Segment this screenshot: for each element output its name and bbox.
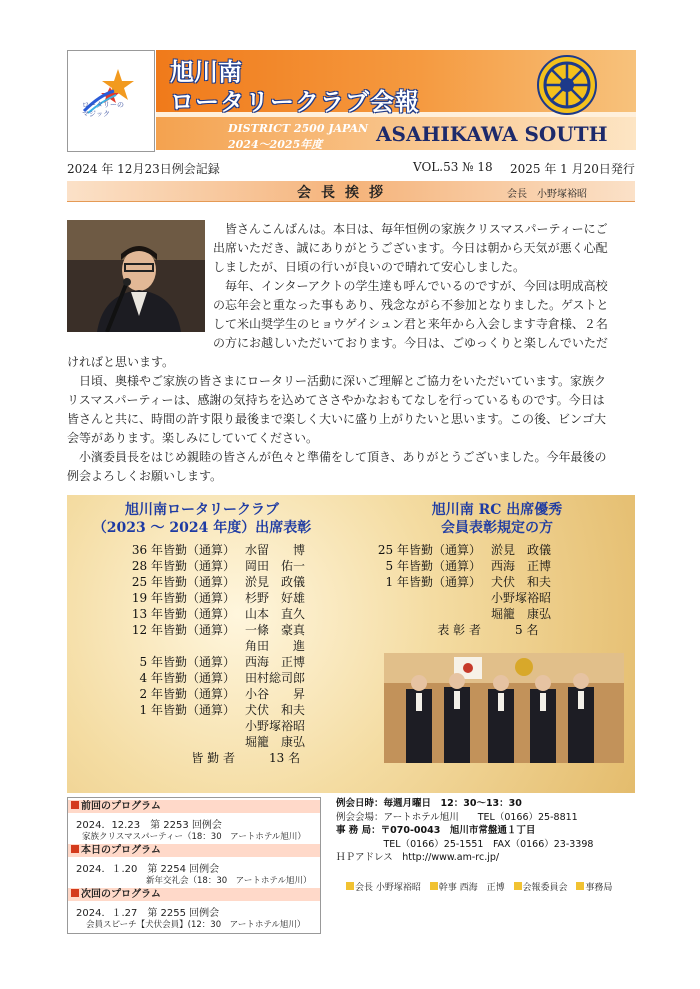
award-years: 19 年皆勤（通算） (131, 591, 235, 605)
volume-number: VOL.53 № 18 (413, 160, 493, 174)
award-years: 2 年皆勤（通算） (139, 687, 235, 701)
awards-left-title-1: 旭川南ロータリークラブ (125, 502, 279, 518)
office-phone-fax: TEL（0166）25-1551 FAX（0166）23-3398 (336, 838, 594, 850)
role-office: 事務局 (585, 883, 613, 893)
office-address: 事 務 局：〒070-0043 旭川市常盤通１丁目 (336, 825, 536, 836)
role-president: 会長 小野塚裕昭 (355, 883, 421, 893)
award-years: 25 年皆勤（通算） (377, 543, 481, 557)
president-photo-image (67, 220, 205, 332)
next-program-detail: 会員スピーチ【犬伏会員】(12：30 アートホテル旭川） (86, 920, 306, 930)
award-years: 5 年皆勤（通算） (139, 655, 235, 669)
award-name: 西海 正博 (491, 559, 552, 573)
logo-caption-line1: ロータリーの (82, 101, 124, 109)
message-line: 皆さんこんばんは。本日は、毎年恒例の家族クリスマスパーティーにご (213, 222, 608, 236)
award-name: 小谷 昇 (245, 687, 306, 701)
message-line: の方にお越しいただいております。今日は、ごゆっくりと楽しんでいただ (213, 336, 608, 350)
prev-program-title: 前回のプログラム (81, 801, 161, 812)
award-name: 山本 直久 (245, 607, 306, 621)
president-photo (67, 220, 205, 332)
awards-left-title-2: （2023 ～ 2024 年度）出席表彰 (92, 520, 312, 536)
award-recipients-photo (384, 653, 624, 763)
rotary-year: 2024～2025年度 (228, 138, 323, 151)
today-program-detail: 新年交礼会（18：30 アートホテル旭川） (146, 876, 312, 886)
logo-caption-line2: マジック (82, 110, 110, 118)
award-name: 一條 豪真 (245, 623, 306, 637)
logo-caption (82, 101, 124, 119)
square-bullet-icon (430, 882, 438, 890)
award-years: 12 年皆勤（通算） (131, 623, 235, 637)
club-name-en: ASAHIKAWA SOUTH (376, 122, 608, 146)
award-name: 小野塚裕昭 (491, 591, 552, 605)
club-logo (67, 50, 155, 152)
today-program-heading (68, 844, 320, 857)
award-years: 13 年皆勤（通算） (131, 607, 235, 621)
awards-left-list (121, 542, 305, 766)
today-program-meeting: 2024．１.20 第 2254 回例会 (76, 864, 220, 875)
meeting-record-date: 2024 年 12月23日例会記録 (67, 162, 220, 176)
section-heading (67, 181, 635, 202)
award-years: 28 年皆勤（通算） (131, 559, 235, 573)
message-body-top (213, 220, 638, 353)
award-years: 1 年皆勤（通算） (385, 575, 481, 589)
award-years: 4 年皆勤（通算） (139, 671, 235, 685)
square-bullet-icon (346, 882, 354, 890)
message-line: ければと思います。 (67, 355, 175, 369)
award-years: 5 年皆勤（通算） (385, 559, 481, 573)
award-years: 25 年皆勤（通算） (131, 575, 235, 589)
role-committee: 会報委員会 (522, 883, 568, 893)
award-name: 杉野 好雄 (245, 591, 306, 605)
award-name: 西海 正博 (245, 655, 306, 669)
section-author: 会長 小野塚裕昭 (507, 189, 587, 200)
header-banner (156, 50, 636, 150)
next-program-heading (68, 888, 320, 901)
square-bullet-icon (71, 801, 79, 809)
award-name: 淤見 政儀 (491, 543, 552, 557)
award-name: 小野塚裕昭 (245, 719, 306, 733)
message-line: 皆さんと共に、時間の許す限り最後まで楽しく大いに盛り上がりたいと思います。この後、ビンゴ大 (67, 412, 607, 426)
award-total-label: 皆 勤 者 (191, 751, 235, 765)
award-years: 1 年皆勤（通算） (139, 703, 235, 717)
message-line: して米山奨学生のヒョウゲイシュン君と来年から入会します寺倉様、２名 (213, 317, 608, 331)
award-name: 岡田 佑一 (245, 559, 306, 573)
square-bullet-icon (71, 889, 79, 897)
club-contact-info (336, 797, 634, 877)
message-line: リスマスパーティーは、感謝の気持ちを込めてささやかなおもてなしを行っているものです。今日は (67, 393, 605, 407)
awards-right-list (367, 542, 551, 638)
awards-right-title-2: 会員表彰規定の方 (441, 520, 553, 536)
homepage-address: ＨＰアドレス http://www.am-rc.jp/ (336, 852, 500, 863)
square-bullet-icon (514, 882, 522, 890)
next-program-title: 次回のプログラム (81, 889, 161, 900)
awards-right-title-1: 旭川南 RC 出席優秀 (431, 502, 563, 518)
award-name: 犬伏 和夫 (491, 575, 552, 589)
next-program-meeting: 2024．１.27 第 2255 回例会 (76, 908, 220, 919)
prev-program-detail: 家族クリスマスパーティー（18：30 アートホテル旭川） (82, 832, 306, 842)
meeting-venue: 例会会場：アートホテル旭川 TEL（0166）25-8811 (336, 811, 578, 823)
award-total-value: 5 名 (515, 623, 539, 637)
square-bullet-icon (576, 882, 584, 890)
district-label: DISTRICT 2500 JAPAN (228, 122, 369, 135)
message-line: 毎年、インターアクトの学生達も呼んでいるのですが、今回は明成高校 (213, 279, 608, 293)
today-program-title: 本日のプログラム (81, 845, 161, 856)
publisher-roles (340, 880, 612, 893)
award-years: 36 年皆勤（通算） (131, 543, 235, 557)
message-line: 出席いただき、誠にありがとうございます。今日は朝から天気が悪く心配 (213, 241, 608, 255)
programs-box (67, 797, 321, 934)
message-line: 会等があります。楽しみにしていてください。 (67, 431, 319, 445)
award-name: 堀籠 康弘 (491, 607, 552, 621)
message-line: 日頃、奥様やご家族の皆さまにロータリー活動に深いご理解とご協力をいただいています。家族ク (67, 374, 607, 388)
message-line: の忘年会と重なった事もあり、残念ながら不参加となりました。ゲストと (213, 298, 609, 312)
section-title: 会長挨拶 (297, 185, 393, 201)
award-name: 田村総司郎 (245, 671, 306, 685)
square-bullet-icon (71, 845, 79, 853)
message-line: 例会よろしくお願いします。 (67, 469, 223, 483)
newsletter-title-line2: ロータリークラブ会報 (170, 88, 420, 116)
award-total-label: 表 彰 者 (437, 623, 481, 637)
message-line: しましたが、日頃の行いが良いので晴れて安心しました。 (213, 260, 526, 274)
prev-program-meeting: 2024．12.23 第 2253 回例会 (76, 820, 222, 831)
newsletter-title-line1: 旭川南 (170, 58, 242, 86)
role-secretary: 幹事 西海 正博 (438, 883, 505, 893)
message-body-full (67, 353, 637, 486)
award-recipients-photo-image (384, 653, 624, 763)
award-name: 犬伏 和夫 (245, 703, 306, 717)
issue-date: 2025 年 1 月20日発行 (510, 162, 635, 176)
award-name: 淤見 政儀 (245, 575, 306, 589)
award-name: 水留 博 (245, 543, 306, 557)
award-name: 角田 進 (245, 639, 306, 653)
prev-program-heading (68, 800, 320, 813)
message-line: 小濱委員長をはじめ親睦の皆さんが色々と準備をして頂き、ありがとうございました。今年最後の (67, 450, 607, 464)
award-name: 堀籠 康弘 (245, 735, 306, 749)
rotary-wheel-icon (536, 54, 598, 116)
meeting-schedule: 例会日時：毎週月曜日 12：30～13：30 (336, 798, 522, 809)
award-total-value: 13 名 (269, 751, 301, 765)
attendance-awards-panel (67, 495, 635, 793)
